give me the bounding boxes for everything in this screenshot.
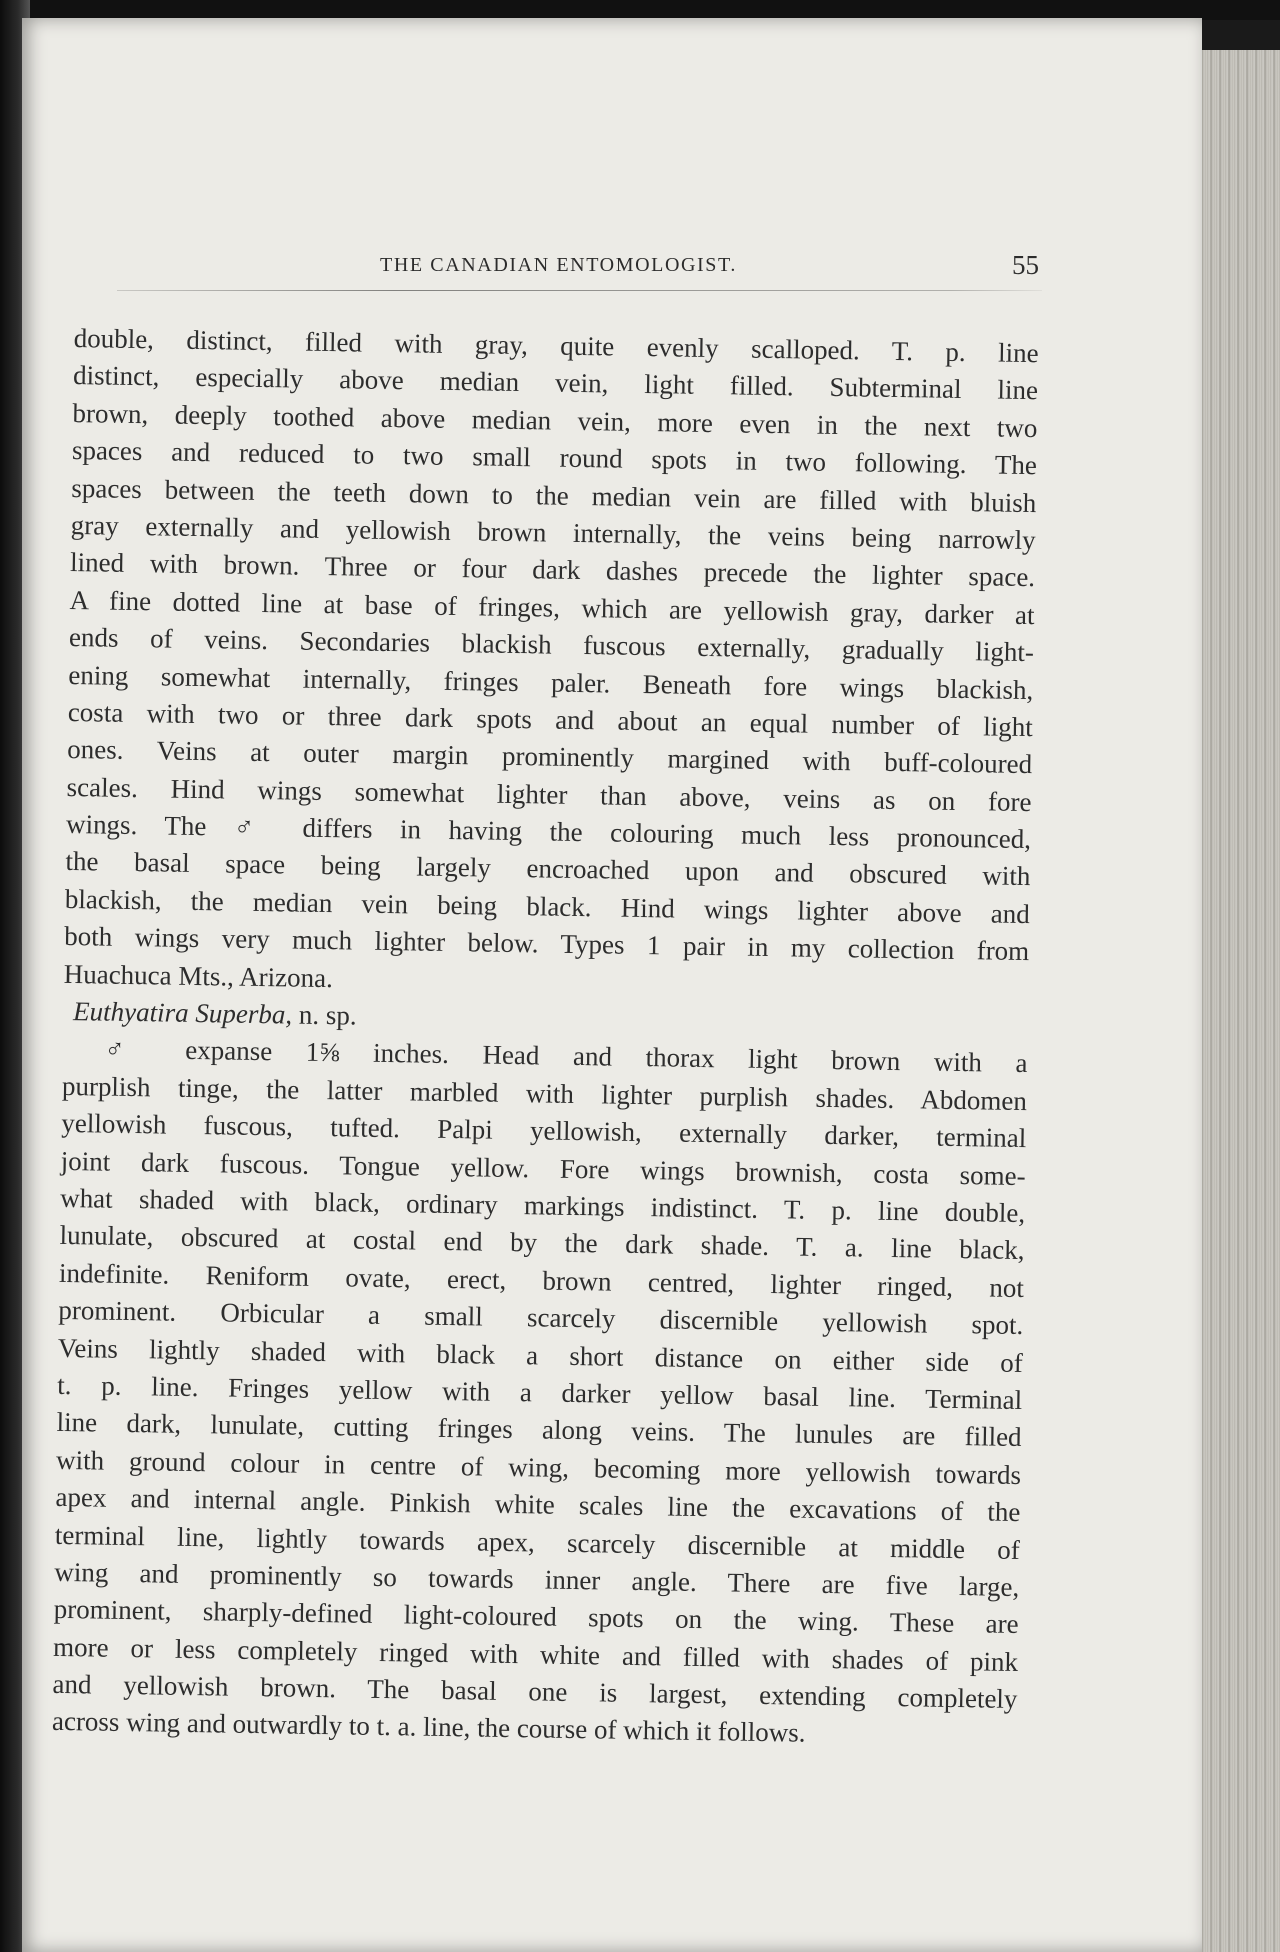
text-line: lunulate, obscured at costal end by the dark shade. T. a. line black, (59, 1220, 1025, 1266)
text-line: the basal space being largely encroached upon and obscured with (65, 846, 1031, 892)
text-line: prominent, sharply-defined light-coloured spots on the wing. These are (53, 1594, 1019, 1640)
text-line: yellowish fuscous, tufted. Palpi yellowish, externally darker, terminal (61, 1108, 1027, 1154)
text-line: Huachuca Mts., Arizona. (63, 958, 334, 993)
page-number: 55 (1012, 250, 1039, 280)
text-line: t. p. line. Fringes yellow with a darker yellow basal line. Terminal (57, 1369, 1023, 1415)
book-page (22, 18, 1202, 1952)
running-title: THE CANADIAN ENTOMOLOGIST. (380, 254, 737, 276)
text-line: indefinite. Reniform ovate, erect, brown centred, lighter ringed, not (58, 1257, 1025, 1303)
text-line: double, distinct, filled with gray, quite evenly scalloped. T. p. line (73, 322, 1039, 369)
species-description (52, 1030, 1028, 1755)
text-line: with ground colour in centre of wing, becoming more yellowish towards (55, 1444, 1022, 1490)
text-line: spaces and reduced to two small round spots in two following. The (71, 435, 1038, 481)
text-line: blackish, the median vein being black. Hind wings lighter above and (64, 883, 1031, 929)
text-line: across wing and outwardly to t. a. line, the course of which it follows. (51, 1706, 806, 1749)
text-line: gray externally and yellowish brown internally, the veins being narrowly (70, 509, 1036, 556)
species-suffix: n. sp. (291, 999, 357, 1031)
body-text (52, 320, 1039, 1756)
text-line: wings. The ♂ differs in having the colouring much less pronounced, (65, 809, 1032, 855)
text-line: line dark, lunulate, cutting fringes along veins. The lunules are filled (56, 1407, 1022, 1453)
text-line: Veins lightly shaded with black a short distance on either side of (57, 1332, 1023, 1378)
text-line: joint dark fuscous. Tongue yellow. Fore wings brownish, costa some- (60, 1145, 1026, 1191)
text-line: ones. Veins at outer margin prominently margined with buff-coloured (67, 734, 1033, 780)
text-line: costa with two or three dark spots and about an equal number of light (67, 696, 1033, 743)
text-line: wing and prominently so towards inner angle. There are five large, (54, 1556, 1020, 1602)
scan-top-edge (0, 0, 1280, 20)
text-line: ♂ expanse 1⅝ inches. Head and thorax light brown with a (104, 1033, 1028, 1079)
text-line: A fine dotted line at base of fringes, which are yellowish gray, darker at (69, 584, 1035, 630)
text-line: lined with brown. Three or four dark dashes precede the lighter space. (69, 547, 1036, 593)
text-line: apex and internal angle. Pinkish white scales line the excavations of the (55, 1481, 1021, 1528)
paragraph-continued (63, 320, 1038, 1008)
header-rule (117, 290, 1042, 291)
text-line: more or less completely ringed with white and filled with shades of pink (52, 1631, 1019, 1677)
text-line: prominent. Orbicular a small scarcely discernible yellowish spot. (58, 1295, 1024, 1341)
text-line: brown, deeply toothed above median vein, more even in the next two (72, 397, 1038, 443)
text-line: spaces between the teeth down to the median vein are filled with bluish (71, 472, 1037, 518)
text-line: ends of veins. Secondaries blackish fuscous externally, gradually light- (68, 622, 1035, 668)
text-line: what shaded with black, ordinary markings indistinct. T. p. line double, (59, 1182, 1026, 1229)
text-line: purplish tinge, the latter marbled with lighter purplish shades. Abdomen (61, 1070, 1028, 1116)
text-line: both wings very much lighter below. Types 1 pair in my collection from (64, 921, 1030, 967)
species-name: Euthyatira Superba, (72, 996, 293, 1030)
text-line: terminal line, lightly towards apex, scarcely discernible at middle of (54, 1519, 1021, 1565)
text-line: and yellowish brown. The basal one is largest, extending completely (52, 1668, 1018, 1715)
running-head (22, 250, 1202, 290)
text-line: ening somewhat internally, fringes paler. Beneath fore wings blackish, (68, 659, 1034, 705)
text-line: distinct, especially above median vein, light filled. Subterminal line (72, 360, 1039, 406)
text-line: scales. Hind wings somewhat lighter than above, veins as on fore (66, 771, 1032, 817)
